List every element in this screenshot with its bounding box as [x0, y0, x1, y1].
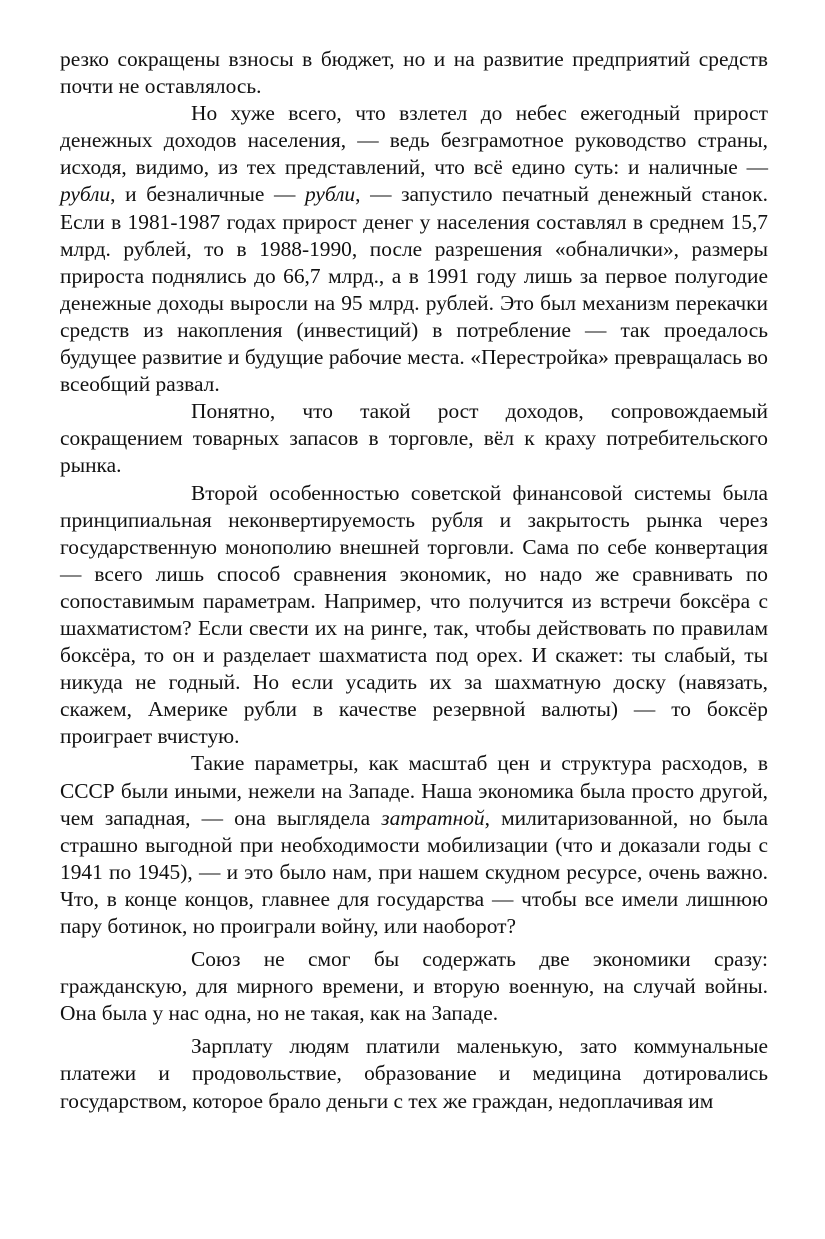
- emphasis-text: рубли: [304, 182, 356, 207]
- paragraph-text: Понятно, что такой рост доходов, сопровождаемый сокращением товарных запасов в торговле, вёл к краху потребительского рынка.: [60, 399, 768, 478]
- paragraph-text: , и безналичные —: [110, 182, 305, 207]
- paragraph-5: [60, 750, 768, 940]
- paragraph-7: [60, 1033, 768, 1114]
- paragraph-text: Зарплату людям платили маленькую, зато коммунальные платежи и продовольствие, образование и медицина дотировались государством, которое брало деньги с тех же граждан, недоплачивая им: [60, 1034, 768, 1113]
- paragraph-text: резко сокращены взносы в бюджет, но и на развитие предприятий средств почти не оставлялось.: [60, 47, 768, 99]
- emphasis-text: затратной: [381, 805, 485, 830]
- paragraph-text: , милитаризованной, но была страшно выгодной при необходимости мобилизации (что и доказали годы с 1941 по 1945), — и это было нам, при нашем скудном ресурсе, очень важно. Что, в конце концов, главнее для государства — чтобы все имели лишнюю пару ботинок, но проиграли войну, или наоборот?: [60, 805, 769, 938]
- paragraph-3: [60, 398, 768, 479]
- paragraph-text: , — запустило печатный денежный станок. Если в 1981-1987 годах прирост денег у населения составлял в среднем 15,7 млрд. рублей, то в 1988-1990, после разрешения «обналички», размеры прироста поднялись до 66,7 млрд., а в 1991 году лишь за первое полугодие денежные доходы выросли на 95 млрд. рублей. Это был механизм перекачки средств из накопления (инвестиций) в потребление — так проедалось будущее развитие и будущие рабочие места. «Перестройка» превращалась во всеобщий развал.: [60, 182, 768, 397]
- paragraph-4: [60, 480, 768, 751]
- paragraph-6: [60, 946, 768, 1027]
- paragraph-text: Такие параметры, как масштаб цен и структура расходов, в СССР были иными, нежели на Западе. Наша экономика была просто другой, чем западная, — она выглядела: [60, 751, 768, 830]
- paragraph-text: Но хуже всего, что взлетел до небес ежегодный прирост денежных доходов населения, — ведь безграмотное руководство страны, исходя, видимо, из тех представлений, что всё едино суть: и наличные —: [60, 101, 768, 180]
- document-page: [60, 46, 768, 1115]
- paragraph-2: [60, 100, 768, 398]
- paragraph-text: Второй особенностью советской финансовой системы была принципиальная неконвертируемость рубля и закрытость рынка через государственную монополию внешней торговли. Сама по себе конвертация — всего лишь способ сравнения экономик, но надо же сравнивать по сопоставимым параметрам. Например, что получится из встречи боксёра с шахматистом? Если свести их на ринге, так, чтобы действовать по правилам боксёра, то он и разделает шахматиста под орех. И скажет: ты слабый, ты никуда не годный. Но если усадить их за шахматную доску (навязать, скажем, Америке рубли в качестве резервной валюты) — то боксёр проиграет вчистую.: [60, 480, 768, 749]
- paragraph-text: Союз не смог бы содержать две экономики сразу: гражданскую, для мирного времени, и вторую военную, на случай войны. Она была у нас одна, но не такая, как на Западе.: [60, 947, 768, 1026]
- emphasis-text: рубли: [60, 182, 111, 207]
- paragraph-1: [60, 46, 768, 100]
